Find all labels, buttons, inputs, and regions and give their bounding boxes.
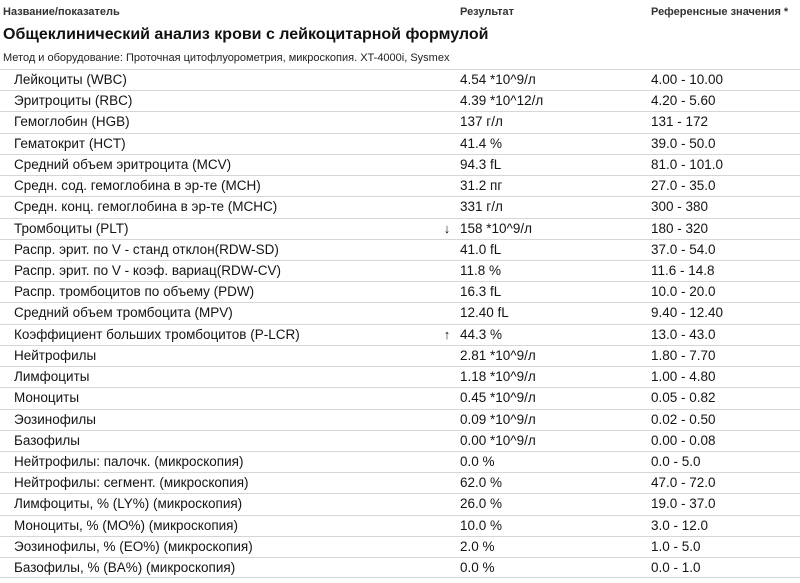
table-row bbox=[0, 324, 800, 345]
test-name: Нейтрофилы: сегмент. (микроскопия) bbox=[14, 475, 249, 491]
reference-range: 0.0 - 5.0 bbox=[651, 453, 701, 469]
reference-range: 9.40 - 12.40 bbox=[651, 305, 724, 321]
test-result: 0.00 *10^9/л bbox=[460, 432, 536, 448]
test-result: 26.0 % bbox=[460, 496, 503, 512]
test-name: Гемоглобин (HGB) bbox=[14, 114, 130, 130]
result-column-header: Результат bbox=[460, 6, 515, 18]
test-result: 2.0 % bbox=[460, 538, 495, 554]
test-result: 41.4 % bbox=[460, 135, 503, 151]
reference-range: 0.02 - 0.50 bbox=[651, 411, 716, 427]
reference-range: 1.80 - 7.70 bbox=[651, 347, 716, 363]
test-result: 4.39 *10^12/л bbox=[460, 93, 544, 109]
reference-range: 11.6 - 14.8 bbox=[651, 262, 715, 278]
reference-range: 13.0 - 43.0 bbox=[651, 326, 716, 342]
table-row bbox=[0, 239, 800, 260]
table-row bbox=[0, 493, 800, 514]
table-row bbox=[0, 451, 800, 472]
test-result: 158 *10^9/л bbox=[460, 220, 533, 236]
test-name: Средний объем тромбоцита (MPV) bbox=[14, 305, 233, 321]
table-row bbox=[0, 281, 800, 302]
test-name: Лейкоциты (WBC) bbox=[14, 72, 127, 87]
test-result: 1.18 *10^9/л bbox=[460, 369, 536, 385]
test-name: Базофилы bbox=[14, 432, 80, 448]
test-result: 41.0 fL bbox=[460, 241, 502, 257]
test-name: Средний объем эритроцита (MCV) bbox=[14, 156, 232, 172]
report-title: Общеклинический анализ крови с лейкоцитарной формулой bbox=[3, 26, 489, 43]
test-name: Эритроциты (RBC) bbox=[14, 93, 133, 109]
table-row bbox=[0, 409, 800, 430]
test-result: 331 г/л bbox=[460, 199, 503, 215]
test-result: 94.3 fL bbox=[460, 156, 502, 172]
reference-range: 10.0 - 20.0 bbox=[651, 284, 716, 300]
reference-range: 0.05 - 0.82 bbox=[651, 390, 716, 406]
table-row bbox=[0, 175, 800, 196]
table-row bbox=[0, 557, 800, 578]
results-table bbox=[0, 69, 800, 578]
table-row bbox=[0, 536, 800, 557]
test-result: 137 г/л bbox=[460, 114, 503, 130]
test-name: Лимфоциты bbox=[14, 369, 90, 385]
test-name: Гематокрит (HCT) bbox=[14, 135, 126, 151]
table-row bbox=[0, 111, 800, 132]
table-row bbox=[0, 218, 800, 239]
test-result: 0.45 *10^9/л bbox=[460, 390, 536, 406]
table-row bbox=[0, 69, 800, 90]
test-name: Лимфоциты, % (LY%) (микроскопия) bbox=[14, 496, 243, 512]
test-name: Распр. эрит. по V - станд отклон(RDW-SD) bbox=[14, 241, 279, 257]
reference-range: 37.0 - 54.0 bbox=[651, 241, 716, 257]
reference-range: 180 - 320 bbox=[651, 220, 709, 236]
test-name: Базофилы, % (BA%) (микроскопия) bbox=[14, 560, 236, 576]
test-result: 31.2 пг bbox=[460, 178, 503, 194]
test-result: 16.3 fL bbox=[460, 284, 502, 300]
table-row bbox=[0, 196, 800, 217]
reference-range: 39.0 - 50.0 bbox=[651, 135, 716, 151]
table-row bbox=[0, 345, 800, 366]
reference-range: 3.0 - 12.0 bbox=[651, 517, 709, 533]
test-result: 11.8 % bbox=[460, 262, 502, 278]
test-name: Моноциты, % (MO%) (микроскопия) bbox=[14, 517, 238, 533]
table-row bbox=[0, 387, 800, 408]
reference-range: 47.0 - 72.0 bbox=[651, 475, 716, 491]
test-name: Средн. сод. гемоглобина в эр-те (MCH) bbox=[14, 178, 261, 194]
test-result: 0.0 % bbox=[460, 560, 495, 576]
table-row bbox=[0, 133, 800, 154]
reference-range: 27.0 - 35.0 bbox=[651, 178, 716, 194]
table-row bbox=[0, 515, 800, 536]
test-result: 12.40 fL bbox=[460, 305, 509, 321]
reference-range: 4.20 - 5.60 bbox=[651, 93, 716, 109]
test-result: 0.0 % bbox=[460, 453, 495, 469]
test-result: 0.09 *10^9/л bbox=[460, 411, 536, 427]
test-result: 62.0 % bbox=[460, 475, 503, 491]
test-name: Моноциты bbox=[14, 390, 80, 406]
test-result: 10.0 % bbox=[460, 517, 503, 533]
test-name: Нейтрофилы bbox=[14, 347, 97, 363]
test-name: Средн. конц. гемоглобина в эр-те (MCHC) bbox=[14, 199, 278, 215]
table-row bbox=[0, 430, 800, 451]
reference-range: 0.0 - 1.0 bbox=[651, 560, 701, 576]
table-row bbox=[0, 472, 800, 493]
reference-range: 1.00 - 4.80 bbox=[651, 369, 716, 385]
reference-range: 0.00 - 0.08 bbox=[651, 432, 716, 448]
table-row bbox=[0, 154, 800, 175]
table-row bbox=[0, 366, 800, 387]
name-column-header: Название/показатель bbox=[3, 6, 120, 18]
reference-range: 81.0 - 101.0 bbox=[651, 156, 724, 172]
method-line: Метод и оборудование: Проточная цитофлуорометрия, микроскопия. XT-4000i, Sysmex bbox=[3, 52, 450, 64]
test-name: Тромбоциты (PLT) bbox=[14, 220, 129, 236]
table-row bbox=[0, 90, 800, 111]
arrow-down-icon: ↓ bbox=[443, 220, 451, 236]
reference-range: 19.0 - 37.0 bbox=[651, 496, 716, 512]
table-row bbox=[0, 302, 800, 323]
test-name: Нейтрофилы: палочк. (микроскопия) bbox=[14, 453, 244, 469]
test-name: Эозинофилы bbox=[14, 411, 96, 427]
arrow-up-icon: ↑ bbox=[443, 326, 451, 342]
test-name: Распр. эрит. по V - коэф. вариац(RDW-CV) bbox=[14, 262, 281, 278]
reference-range: 1.0 - 5.0 bbox=[651, 538, 701, 554]
reference-range: 4.00 - 10.00 bbox=[651, 72, 724, 87]
test-name: Коэффициент больших тромбоцитов (P-LCR) bbox=[14, 326, 300, 342]
test-result: 2.81 *10^9/л bbox=[460, 347, 536, 363]
table-row bbox=[0, 260, 800, 281]
reference-range: 131 - 172 bbox=[651, 114, 709, 130]
test-result: 4.54 *10^9/л bbox=[460, 72, 536, 87]
reference-column-header: Референсные значения * bbox=[651, 6, 789, 18]
test-result: 44.3 % bbox=[460, 326, 503, 342]
test-name: Распр. тромбоцитов по объему (PDW) bbox=[14, 284, 255, 300]
reference-range: 300 - 380 bbox=[651, 199, 709, 215]
test-name: Эозинофилы, % (EO%) (микроскопия) bbox=[14, 538, 253, 554]
